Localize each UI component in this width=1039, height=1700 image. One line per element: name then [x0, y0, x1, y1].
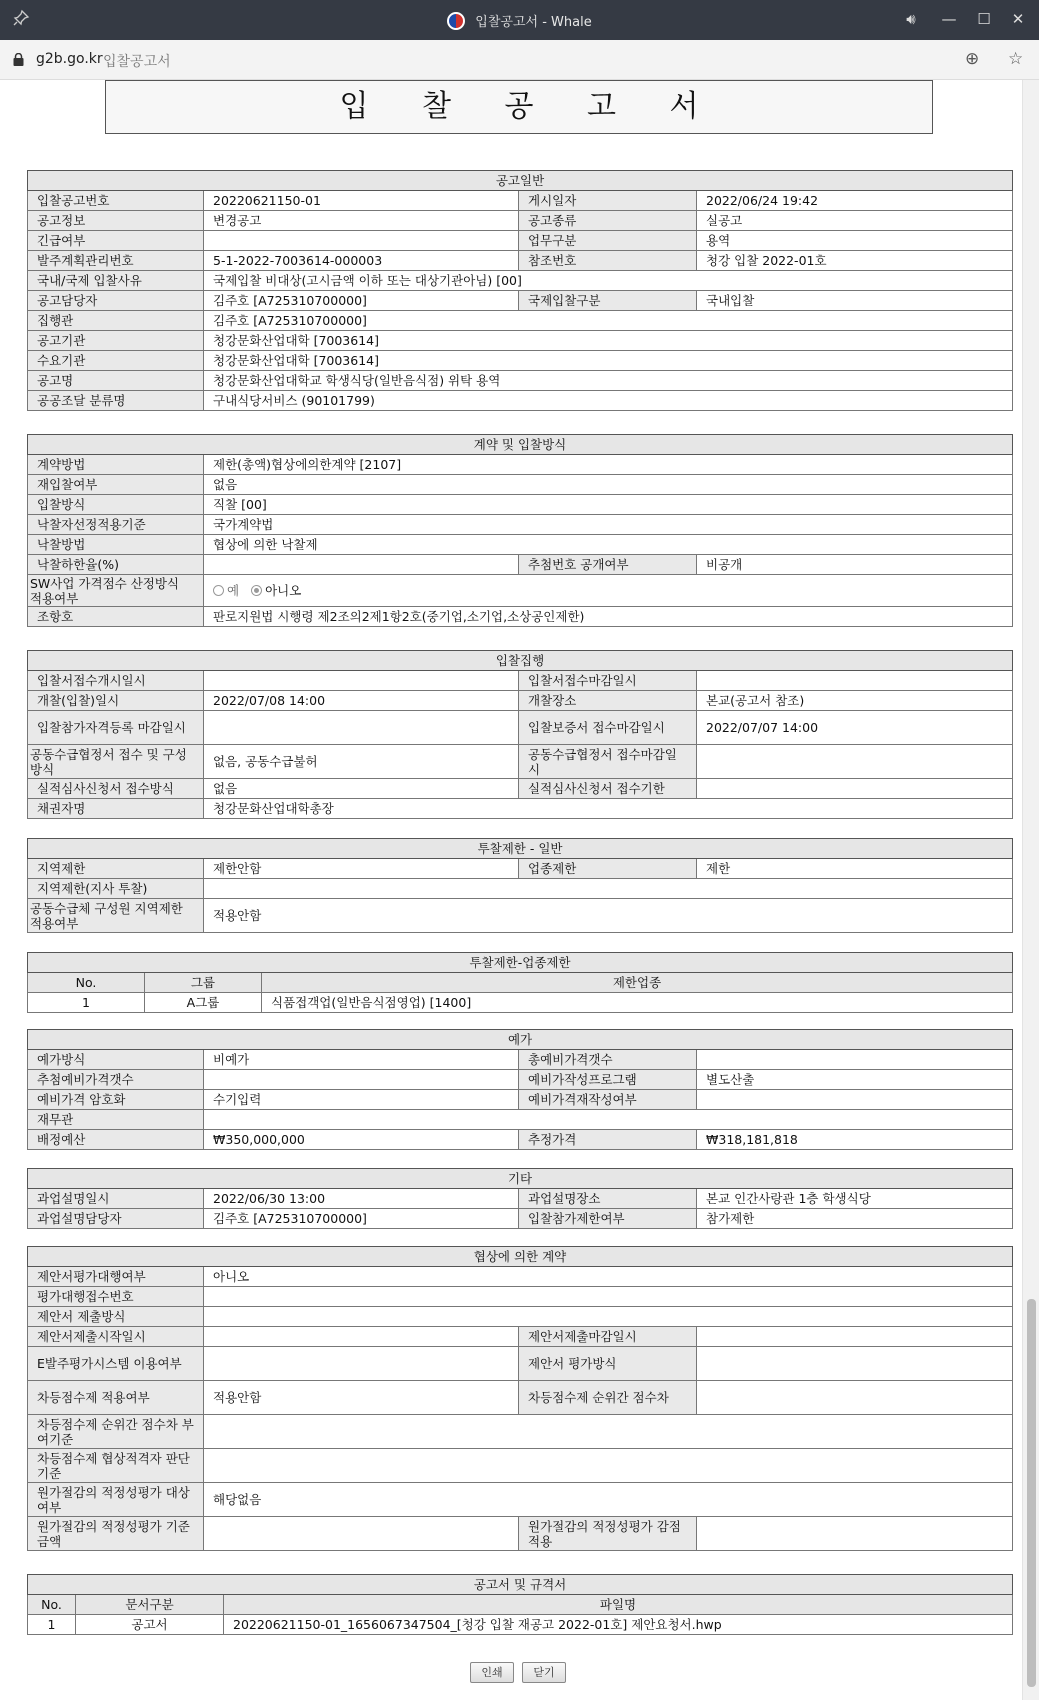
field-value: 비공개: [697, 555, 1013, 575]
field-label: 추첨번호 공개여부: [519, 555, 697, 575]
field-label: 낙찰자선정적용기준: [28, 515, 204, 535]
field-value: [697, 779, 1013, 799]
section-heading: 투찰제한-업종제한: [28, 953, 1013, 973]
column-header: 파일명: [224, 1595, 1013, 1615]
field-label: 개찰(입찰)일시: [28, 691, 204, 711]
cell-no: 1: [28, 993, 145, 1013]
volume-icon[interactable]: 🔊︎: [906, 10, 916, 28]
field-label: 계약방법: [28, 455, 204, 475]
field-value: [697, 1050, 1013, 1070]
section-heading: 계약 및 입찰방식: [28, 435, 1013, 455]
minimize-button[interactable]: —: [941, 10, 957, 28]
field-value: [204, 1449, 1013, 1483]
window-title: [0, 11, 1039, 30]
field-value: [697, 1517, 1013, 1551]
sw-radio-group: [204, 575, 1013, 607]
field-value: [204, 1287, 1013, 1307]
field-value: 구내식당서비스 (90101799): [204, 391, 1013, 411]
page-title: 입 찰 공 고 서: [105, 80, 933, 134]
field-value: [204, 1110, 1013, 1130]
field-label: 실적심사신청서 접수기한: [519, 779, 697, 799]
column-header: 그룹: [145, 973, 262, 993]
field-label: 원가절감의 적정성평가 감점적용: [519, 1517, 697, 1551]
field-label: 국제입찰구분: [519, 291, 697, 311]
field-value: 김주호 [A725310700000]: [204, 1209, 519, 1229]
bookmark-star-icon[interactable]: ☆: [1008, 49, 1024, 69]
field-value: ₩350,000,000: [204, 1130, 519, 1150]
field-label: 낙찰하한율(%): [28, 555, 204, 575]
scrollbar-thumb[interactable]: [1027, 1299, 1036, 1687]
field-label: E발주평가시스템 이용여부: [28, 1347, 204, 1381]
field-value: 2022/07/08 14:00: [204, 691, 519, 711]
field-label: 국내/국제 입찰사유: [28, 271, 204, 291]
field-value: [204, 879, 1013, 899]
vertical-scrollbar[interactable]: [1022, 80, 1039, 1700]
field-label: 과업설명장소: [519, 1189, 697, 1209]
field-label: 차등점수제 적용여부: [28, 1381, 204, 1415]
field-value: 협상에 의한 낙찰제: [204, 535, 1013, 555]
korea-emblem-icon: [447, 12, 465, 30]
field-label: 배정예산: [28, 1130, 204, 1150]
field-value: 해당없음: [204, 1483, 1013, 1517]
field-value: 직찰 [00]: [204, 495, 1013, 515]
field-label: 원가절감의 적정성평가 기준금액: [28, 1517, 204, 1551]
field-value: 용역: [697, 231, 1013, 251]
column-header: No.: [28, 1595, 76, 1615]
field-value: 2022/07/07 14:00: [697, 711, 1013, 745]
field-label: 제안서 평가방식: [519, 1347, 697, 1381]
section-heading: 투찰제한 - 일반: [28, 839, 1013, 859]
field-label: 예비가격재작성여부: [519, 1090, 697, 1110]
field-label: 재입찰여부: [28, 475, 204, 495]
field-value: [697, 1347, 1013, 1381]
field-label: 업무구분: [519, 231, 697, 251]
field-label: 재무관: [28, 1110, 204, 1130]
field-value: 청강문화산업대학총장: [204, 799, 1013, 819]
field-value: [204, 671, 519, 691]
field-value: 비예가: [204, 1050, 519, 1070]
field-label: 수요기관: [28, 351, 204, 371]
field-value: 김주호 [A725310700000]: [204, 291, 519, 311]
field-label: 평가대행접수번호: [28, 1287, 204, 1307]
field-label: 공동수급체 구성원 지역제한적용여부: [28, 899, 204, 933]
table-row: [28, 1615, 1013, 1635]
table-row: [28, 993, 1013, 1013]
section-heading: 입찰집행: [28, 651, 1013, 671]
negotiation-section: [27, 1246, 1013, 1551]
document-page: [0, 80, 1022, 1700]
field-value: [697, 671, 1013, 691]
field-value: 제한(총액)협상에의한계약 [2107]: [204, 455, 1013, 475]
field-value: 청강문화산업대학 [7003614]: [204, 331, 1013, 351]
file-link[interactable]: 20220621150-01_1656067347504_[청강 입찰 재공고 2022-01호] 제안요청서.hwp: [224, 1615, 1013, 1635]
sw-no-label: 아니오: [265, 583, 302, 598]
field-label: 실적심사신청서 접수방식: [28, 779, 204, 799]
field-label: 긴급여부: [28, 231, 204, 251]
field-value: [204, 1347, 519, 1381]
field-label: 예비가작성프로그램: [519, 1070, 697, 1090]
field-value: 실공고: [697, 211, 1013, 231]
field-value: 본교(공고서 참조): [697, 691, 1013, 711]
field-value: 적용안함: [204, 1381, 519, 1415]
maximize-button[interactable]: ☐: [977, 10, 991, 28]
cell-doc-type: 공고서: [76, 1615, 224, 1635]
field-value: 없음: [204, 779, 519, 799]
field-value: 아니오: [204, 1267, 1013, 1287]
field-label: 낙찰방법: [28, 535, 204, 555]
field-label: 개찰장소: [519, 691, 697, 711]
field-label: 공고종류: [519, 211, 697, 231]
field-value: [204, 1070, 519, 1090]
contract-section: [27, 434, 1013, 627]
field-label: 공동수급협정서 접수마감일시: [519, 745, 697, 779]
field-label: 차등점수제 순위간 점수차: [519, 1381, 697, 1415]
execution-section: [27, 650, 1013, 819]
field-label: 총예비가격갯수: [519, 1050, 697, 1070]
field-value: [697, 1090, 1013, 1110]
field-value: 5-1-2022-7003614-000003: [204, 251, 519, 271]
etc-section: [27, 1168, 1013, 1229]
field-value: [204, 555, 519, 575]
field-label: 과업설명담당자: [28, 1209, 204, 1229]
field-label: 공고정보: [28, 211, 204, 231]
url-page-title[interactable]: 입찰공고서: [103, 54, 171, 70]
field-label: 공공조달 분류명: [28, 391, 204, 411]
field-value: [697, 1381, 1013, 1415]
field-value: 적용안함: [204, 899, 1013, 933]
field-value: 본교 인간사랑관 1층 학생식당: [697, 1189, 1013, 1209]
field-label: 게시일자: [519, 191, 697, 211]
close-button[interactable]: 닫기: [522, 1662, 566, 1683]
field-value: 김주호 [A725310700000]: [204, 311, 1013, 331]
section-heading: 기타: [28, 1169, 1013, 1189]
field-value: [697, 1327, 1013, 1347]
zoom-icon[interactable]: ⊕: [965, 49, 980, 69]
cell-group: A그룹: [145, 993, 262, 1013]
field-label: 채권자명: [28, 799, 204, 819]
section-heading: 공고서 및 규격서: [28, 1575, 1013, 1595]
field-label: 차등점수제 협상적격자 판단기준: [28, 1449, 204, 1483]
field-label: 입찰참가자격등록 마감일시: [28, 711, 204, 745]
field-label: 공고담당자: [28, 291, 204, 311]
field-value: 2022/06/24 19:42: [697, 191, 1013, 211]
window-title-text: 입찰공고서 - Whale: [475, 15, 592, 30]
field-label: 업종제한: [519, 859, 697, 879]
field-label: 지역제한(지사 투찰): [28, 879, 204, 899]
field-value: 참가제한: [697, 1209, 1013, 1229]
field-value: 제한: [697, 859, 1013, 879]
field-label: 입찰공고번호: [28, 191, 204, 211]
field-label: 제안서제출시작일시: [28, 1327, 204, 1347]
field-value: 국제입찰 비대상(고시금액 이하 또는 대상기관아님) [00]: [204, 271, 1013, 291]
field-value: 수기입력: [204, 1090, 519, 1110]
field-value: [204, 711, 519, 745]
field-label: 제안서제출마감일시: [519, 1327, 697, 1347]
field-value: 판로지원법 시행령 제2조의2제1항2호(중기업,소기업,소상공인제한): [204, 607, 1013, 627]
field-label: SW사업 가격점수 산정방식 적용여부: [28, 575, 204, 607]
field-label: 추첨예비가격갯수: [28, 1070, 204, 1090]
window-titlebar: [0, 0, 1039, 40]
field-value: [697, 745, 1013, 779]
field-value: 없음, 공동수급불허: [204, 745, 519, 779]
field-value: 국내입찰: [697, 291, 1013, 311]
print-button[interactable]: 인쇄: [470, 1662, 514, 1683]
field-label: 추정가격: [519, 1130, 697, 1150]
field-value: 변경공고: [204, 211, 519, 231]
section-heading: 예가: [28, 1030, 1013, 1050]
field-value: 별도산출: [697, 1070, 1013, 1090]
cell-industry: 식품접객업(일반음식점영업) [1400]: [262, 993, 1013, 1013]
address-bar[interactable]: [0, 40, 1039, 80]
close-window-button[interactable]: ✕: [1011, 10, 1025, 28]
field-label: 집행관: [28, 311, 204, 331]
field-label: 제안서 제출방식: [28, 1307, 204, 1327]
field-label: 예비가격 암호화: [28, 1090, 204, 1110]
field-label: 입찰방식: [28, 495, 204, 515]
field-label: 입찰보증서 접수마감일시: [519, 711, 697, 745]
field-label: 과업설명일시: [28, 1189, 204, 1209]
files-section: [27, 1574, 1013, 1635]
field-label: 공동수급협정서 접수 및 구성방식: [28, 745, 204, 779]
column-header: 문서구분: [76, 1595, 224, 1615]
field-label: 제안서평가대행여부: [28, 1267, 204, 1287]
field-value: 제한안함: [204, 859, 519, 879]
field-label: 예가방식: [28, 1050, 204, 1070]
estimate-section: [27, 1029, 1013, 1150]
column-header: No.: [28, 973, 145, 993]
field-value: [204, 231, 519, 251]
field-value: 20220621150-01: [204, 191, 519, 211]
field-label: 조항호: [28, 607, 204, 627]
field-value: 청강 입찰 2022-01호: [697, 251, 1013, 271]
field-value: [204, 1327, 519, 1347]
section-heading: 협상에 의한 계약: [28, 1247, 1013, 1267]
field-label: 참조번호: [519, 251, 697, 271]
field-value: 청강문화산업대학교 학생식당(일반음식점) 위탁 용역: [204, 371, 1013, 391]
field-label: 발주계획관리번호: [28, 251, 204, 271]
sw-yes-label: 예: [227, 583, 240, 598]
restrict-section: [27, 838, 1013, 933]
section-heading: 공고일반: [28, 171, 1013, 191]
sw-yes-radio[interactable]: [213, 585, 224, 596]
sw-no-radio[interactable]: [251, 585, 262, 596]
lock-icon: [13, 53, 24, 66]
field-value: 청강문화산업대학 [7003614]: [204, 351, 1013, 371]
field-value: [204, 1517, 519, 1551]
field-label: 입찰참가제한여부: [519, 1209, 697, 1229]
field-label: 차등점수제 순위간 점수차 부여기준: [28, 1415, 204, 1449]
field-value: 없음: [204, 475, 1013, 495]
field-value: 국가계약법: [204, 515, 1013, 535]
industry-section: [27, 952, 1013, 1013]
field-label: 지역제한: [28, 859, 204, 879]
field-value: 2022/06/30 13:00: [204, 1189, 519, 1209]
cell-no: 1: [28, 1615, 76, 1635]
field-value: ₩318,181,818: [697, 1130, 1013, 1150]
field-label: 원가절감의 적정성평가 대상여부: [28, 1483, 204, 1517]
field-label: 입찰서접수개시일시: [28, 671, 204, 691]
general-section: [27, 170, 1013, 411]
column-header: 제한업종: [262, 973, 1013, 993]
url-host[interactable]: g2b.go.kr: [36, 51, 103, 67]
field-label: 공고명: [28, 371, 204, 391]
field-value: [204, 1415, 1013, 1449]
field-value: [204, 1307, 1013, 1327]
field-label: 입찰서접수마감일시: [519, 671, 697, 691]
field-label: 공고기관: [28, 331, 204, 351]
